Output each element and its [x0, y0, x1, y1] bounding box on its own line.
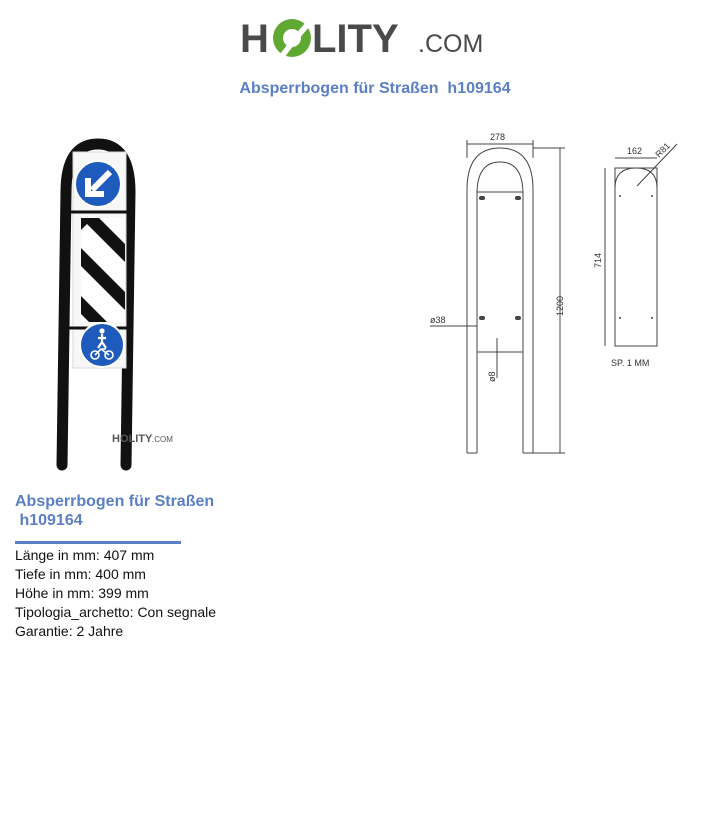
- pedestrian-bicycle-sign-icon: [80, 323, 124, 367]
- svg-text:.COM: .COM: [418, 30, 484, 58]
- dim-radius: R81: [653, 140, 673, 160]
- page-title: Absperrbogen für Straßen h109164: [239, 80, 511, 97]
- product-title: Absperrbogen für Straßen h109164: [15, 493, 215, 529]
- svg-text:LITY: LITY: [312, 17, 399, 61]
- dim-side-height: 714: [593, 252, 603, 268]
- hazard-stripes-panel: [81, 218, 125, 322]
- dim-side-width: 162: [627, 146, 643, 156]
- svg-text:H: H: [240, 17, 269, 61]
- product-image: [40, 130, 215, 475]
- spec-list: [15, 546, 216, 641]
- spec-warranty: Garantie: 2 Jahre: [15, 623, 124, 639]
- holity-logo[interactable]: [240, 12, 485, 64]
- svg-text:HOLITY: HOLITY: [112, 433, 153, 445]
- dim-rod-diameter: ø8: [487, 371, 497, 382]
- dim-thickness: SP. 1 MM: [611, 358, 650, 368]
- arrow-down-left-sign-icon: [75, 161, 121, 207]
- technical-drawing: [415, 128, 695, 463]
- dim-height: 1200: [555, 295, 565, 316]
- svg-text:.COM: .COM: [152, 435, 173, 444]
- spec-length: Länge in mm: 407 mm: [15, 547, 155, 563]
- spec-typology: Tipologia_archetto: Con segnale: [15, 604, 217, 620]
- title-divider: [15, 541, 181, 544]
- spec-height: Höhe in mm: 399 mm: [15, 585, 149, 601]
- dim-tube-diameter: ø38: [430, 315, 446, 325]
- leaf-o-icon: [273, 19, 311, 58]
- dim-width: 278: [490, 132, 506, 142]
- spec-depth: Tiefe in mm: 400 mm: [15, 566, 146, 582]
